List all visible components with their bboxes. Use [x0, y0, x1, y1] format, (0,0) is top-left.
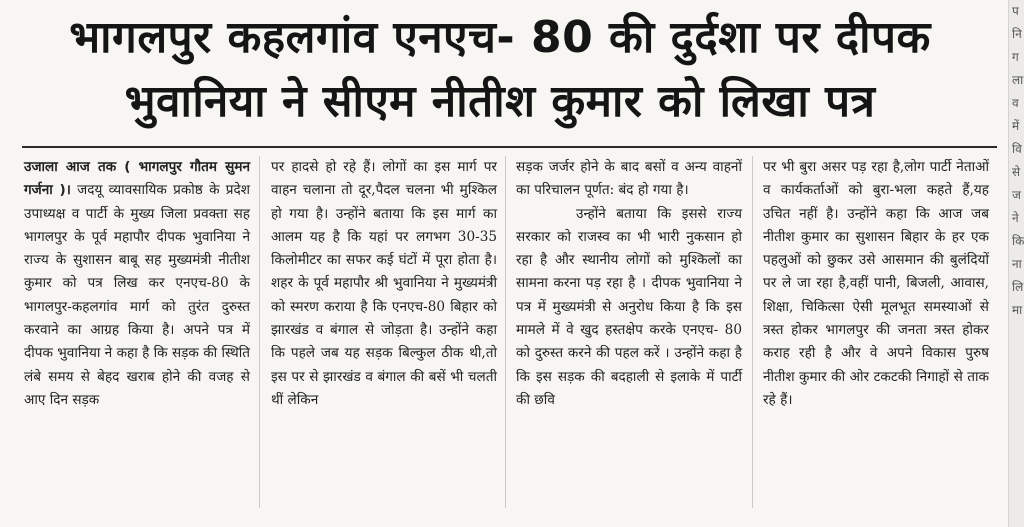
edge-fragment: व	[1012, 96, 1019, 110]
edge-fragment: से	[1012, 165, 1021, 179]
column-4-body: पर भी बुरा असर पड़ रहा है,लोग पार्टी नेताओं व कार्यकर्ताओं को बुरा-भला कहते हैं,यह उचित नहीं है। उन्होंने कहा कि आज जब नीतीश कुमार का सुशासन बिहार के हर एक पहलुओं को छुकर उसे आसमान की बुलंदियों पर ले जा रहा है,वहीं पानी, बिजली, आवास, शिक्षा, चिकित्सा ऐसी मूलभूत समस्याओं से त्रस्त होकर भागलपुर की जनता त्रस्त होकर कराह रही है और वे अपने विकास पुरुष नीतीश कुमार की ओर टकटकी निगाहों से ताक रहे हैं।	[763, 159, 989, 408]
column-divider	[752, 156, 753, 508]
article-column-3	[516, 156, 742, 412]
edge-fragment: ला	[1012, 73, 1024, 87]
headline-line-2: भुवानिया ने सीएम नीतीश कुमार को लिखा पत्र	[124, 76, 876, 127]
byline: उजाला आज तक ( भागलपुर गौतम सुमन गर्जना )।	[24, 159, 250, 199]
adjacent-page-edge	[1008, 0, 1024, 527]
column-3-body-a: सड़क जर्जर होने के बाद बसों व अन्य वाहनों का परिचालन पूर्णत: बंद हो गया है।	[516, 159, 742, 199]
edge-fragment: ना	[1012, 257, 1022, 271]
headline-divider	[22, 146, 997, 148]
column-divider	[259, 156, 260, 508]
edge-fragment: ने	[1012, 211, 1019, 225]
headline-line-1: भागलपुर कहलगांव एनएच- 80 की दुर्दशा पर दीपक	[69, 12, 931, 63]
edge-fragment: में	[1012, 119, 1020, 133]
column-2-body: पर हादसे हो रहे हैं। लोगों का इस मार्ग पर वाहन चलाना तो दूर,पैदल चलना भी मुश्किल हो गया है। उन्होंने बताया कि इस मार्ग का आलम यह है कि यहां पर लगभग 30-35 किलोमीटर का सफर कई घंटों में पूरा होता है। शहर के पूर्व महापौर श्री भुवानिया ने मुख्यमंत्री को स्मरण कराया है कि एनएच-80 बिहार को झारखंड व बंगाल से जोड़ता है। उन्होंने कहा कि पहले जब यह सड़क बिल्कुल ठीक थी,तो इस पर से झारखंड व बंगाल की बसें भी चलती थीं लेकिन	[271, 159, 497, 408]
column-1-text	[24, 156, 250, 412]
edge-fragment: मा	[1012, 303, 1023, 317]
edge-fragment: ज	[1012, 188, 1021, 202]
edge-fragment: कि	[1012, 234, 1024, 248]
column-3-body-b: उन्होंने बताया कि इससे राज्य सरकार को राजस्व का भी भारी नुकसान हो रहा है और स्थानीय लोगों को मुश्किलों का सामना करना पड़ रहा है । दीपक भुवानिया ने पत्र में मुख्यमंत्री से अनुरोध किया है कि इस मामले में वे खुद हस्तक्षेप करके एनएच- 80 को दुरुस्त करने की पहल करें । उन्होंने कहा है कि इस सड़क की बदहाली से इलाके में पार्टी की छवि	[516, 205, 742, 408]
article-column-1	[24, 156, 250, 412]
edge-fragment: वि	[1012, 142, 1022, 156]
column-divider	[505, 156, 506, 508]
edge-fragment: प	[1012, 4, 1019, 18]
edge-fragment: ग	[1012, 50, 1019, 64]
headline	[0, 6, 1000, 134]
column-1-body: जदयू व्यावसायिक प्रकोष्ठ के प्रदेश उपाध्यक्ष व पार्टी के मुख्य जिला प्रवक्ता सह भागलपुर के पूर्व महापौर दीपक भुवानिया ने राज्य के सुशासन बाबू सह मुख्यमंत्री नीतीश कुमार को पत्र लिख कर एनएच-80 के भागलपुर-कहलगांव मार्ग को तुरंत दुरुस्त करवाने का आग्रह किया है। अपने पत्र में दीपक भुवानिया ने कहा है कि सड़क की स्थिति लंबे समय से बेहद खराब होने की वजह से आए दिन सड़क	[24, 182, 251, 408]
edge-fragment: नि	[1012, 27, 1022, 41]
article-column-4	[763, 156, 989, 412]
article-column-2	[271, 156, 497, 412]
edge-fragment: लि	[1012, 280, 1024, 294]
